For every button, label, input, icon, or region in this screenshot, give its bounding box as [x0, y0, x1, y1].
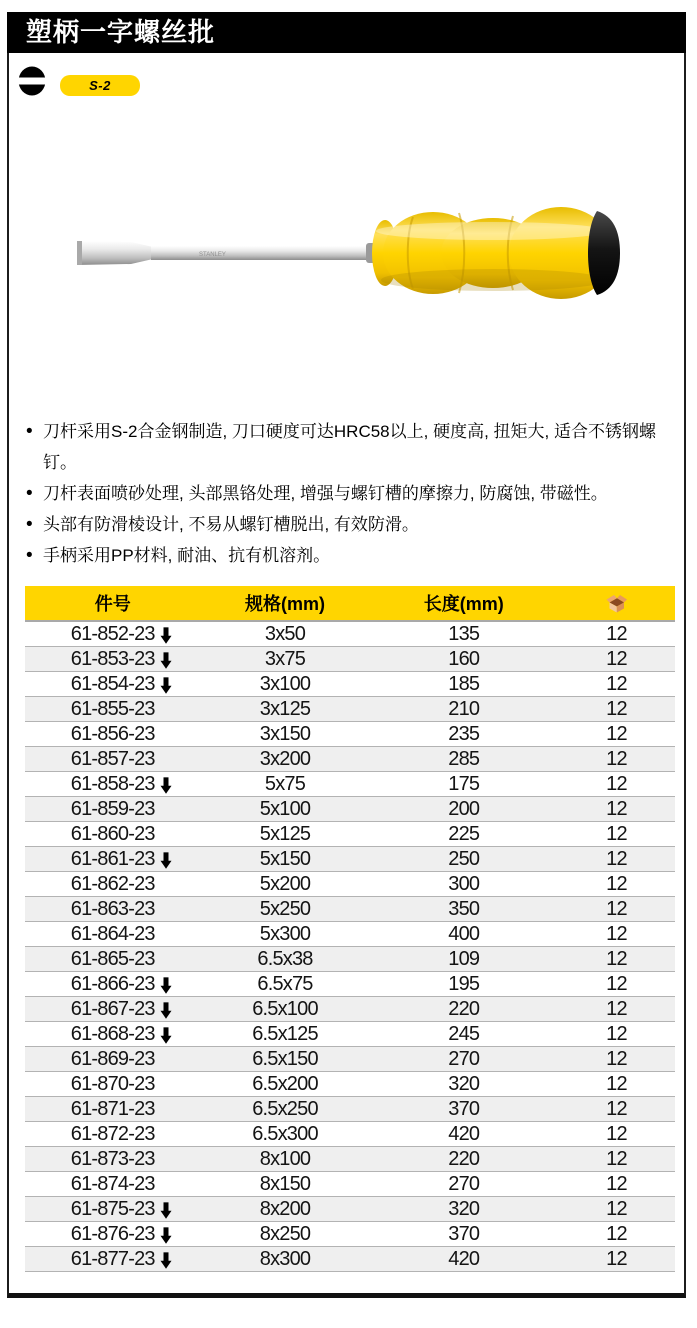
part-number-cell: 61-865-23 — [25, 947, 201, 972]
spec-table-body — [25, 621, 675, 1272]
spec-cell: 5x300 — [201, 922, 370, 947]
part-number-cell: 61-860-23 — [25, 822, 201, 847]
table-row — [25, 747, 675, 772]
spec-cell: 8x150 — [201, 1172, 370, 1197]
length-cell: 370 — [370, 1097, 559, 1122]
spec-cell: 6.5x38 — [201, 947, 370, 972]
down-arrow-icon — [160, 852, 172, 869]
spec-cell: 6.5x200 — [201, 1072, 370, 1097]
length-cell: 420 — [370, 1122, 559, 1147]
table-row — [25, 897, 675, 922]
shaft-brand-text: STANLEY — [199, 252, 226, 258]
spec-cell: 5x125 — [201, 822, 370, 847]
part-number-cell: 61-863-23 — [25, 897, 201, 922]
table-row — [25, 847, 675, 872]
part-number-cell: 61-866-23 — [25, 972, 201, 997]
part-number-cell: 61-855-23 — [25, 697, 201, 722]
table-row — [25, 647, 675, 672]
part-number-cell: 61-867-23 — [25, 997, 201, 1022]
feature-item: • 头部有防滑棱设计, 不易从螺钉槽脱出, 有效防滑。 — [26, 509, 674, 540]
length-cell: 270 — [370, 1047, 559, 1072]
length-cell: 220 — [370, 1147, 559, 1172]
spec-cell: 3x150 — [201, 722, 370, 747]
title-bar — [7, 12, 686, 53]
table-row — [25, 672, 675, 697]
length-cell: 350 — [370, 897, 559, 922]
part-number-cell: 61-857-23 — [25, 747, 201, 772]
qty-cell: 12 — [558, 1122, 675, 1147]
carton-box-icon — [604, 593, 629, 614]
part-number-cell: 61-877-23 — [25, 1247, 201, 1272]
qty-cell: 12 — [558, 1197, 675, 1222]
part-number-cell: 61-852-23 — [25, 621, 201, 647]
length-cell: 175 — [370, 772, 559, 797]
qty-cell: 12 — [558, 922, 675, 947]
spec-header: 规格(mm) — [201, 586, 370, 621]
part-number-cell: 61-869-23 — [25, 1047, 201, 1072]
length-cell: 370 — [370, 1222, 559, 1247]
length-cell: 235 — [370, 722, 559, 747]
table-row — [25, 1247, 675, 1272]
page-frame — [7, 12, 686, 1298]
part-number-cell: 61-864-23 — [25, 922, 201, 947]
qty-cell: 12 — [558, 822, 675, 847]
qty-cell: 12 — [558, 697, 675, 722]
qty-cell: 12 — [558, 972, 675, 997]
table-row — [25, 997, 675, 1022]
qty-cell: 12 — [558, 722, 675, 747]
down-arrow-icon — [160, 1202, 172, 1219]
spec-cell: 8x200 — [201, 1197, 370, 1222]
slotted-tip-icon — [18, 66, 46, 96]
length-cell: 320 — [370, 1072, 559, 1097]
qty-cell: 12 — [606, 622, 627, 645]
down-arrow-icon — [160, 1252, 172, 1269]
qty-cell: 12 — [558, 997, 675, 1022]
length-cell: 400 — [370, 922, 559, 947]
table-row — [25, 621, 675, 647]
table-row — [25, 1122, 675, 1147]
qty-cell: 12 — [558, 872, 675, 897]
spec-cell: 5x250 — [201, 897, 370, 922]
feature-item: • 刀杆采用S-2合金钢制造, 刀口硬度可达HRC58以上, 硬度高, 扭矩大, 适合不锈钢螺钉。 — [26, 416, 674, 478]
spec-cell: 6.5x125 — [201, 1022, 370, 1047]
qty-cell: 12 — [558, 1172, 675, 1197]
spec-cell: 6.5x300 — [201, 1122, 370, 1147]
qty-cell: 12 — [558, 897, 675, 922]
length-cell: 320 — [370, 1197, 559, 1222]
spec-cell: 6.5x150 — [201, 1047, 370, 1072]
down-arrow-icon — [160, 1227, 172, 1244]
table-row — [25, 1222, 675, 1247]
qty-cell: 12 — [558, 1222, 675, 1247]
length-cell: 135 — [448, 622, 480, 645]
length-cell: 250 — [370, 847, 559, 872]
spec-cell: 6.5x250 — [201, 1097, 370, 1122]
length-cell: 200 — [370, 797, 559, 822]
steel-grade-label: S-2 — [89, 78, 111, 93]
length-cell: 109 — [370, 947, 559, 972]
length-cell: 195 — [370, 972, 559, 997]
spec-cell: 5x200 — [201, 872, 370, 897]
qty-cell: 12 — [558, 1147, 675, 1172]
table-row — [25, 1147, 675, 1172]
table-row — [25, 697, 675, 722]
qty-cell: 12 — [558, 1072, 675, 1097]
part-number-cell: 61-854-23 — [25, 672, 201, 697]
qty-cell: 12 — [558, 772, 675, 797]
features-list — [26, 416, 674, 571]
qty-cell: 12 — [558, 797, 675, 822]
qty-cell: 12 — [558, 1247, 675, 1272]
screwdriver-image — [61, 190, 621, 320]
table-row — [25, 922, 675, 947]
part-number-cell: 61-859-23 — [25, 797, 201, 822]
spec-cell: 3x200 — [201, 747, 370, 772]
length-cell: 210 — [370, 697, 559, 722]
part-number-cell: 61-874-23 — [25, 1172, 201, 1197]
feature-item: • 手柄采用PP材料, 耐油、抗有机溶剂。 — [26, 540, 674, 571]
qty-cell: 12 — [558, 947, 675, 972]
table-row — [25, 947, 675, 972]
length-cell: 185 — [370, 672, 559, 697]
part-number-cell: 61-858-23 — [25, 772, 201, 797]
part-number-cell: 61-876-23 — [25, 1222, 201, 1247]
table-row — [25, 1172, 675, 1197]
part-number-cell: 61-871-23 — [25, 1097, 201, 1122]
spec-cell: 6.5x75 — [201, 972, 370, 997]
spec-cell: 6.5x100 — [201, 997, 370, 1022]
length-cell: 300 — [370, 872, 559, 897]
part-number-cell: 61-872-23 — [25, 1122, 201, 1147]
feature-item: • 刀杆表面喷砂处理, 头部黑铬处理, 增强与螺钉槽的摩擦力, 防腐蚀, 带磁性。 — [26, 478, 674, 509]
length-cell: 245 — [370, 1022, 559, 1047]
length-cell: 225 — [370, 822, 559, 847]
table-row — [25, 822, 675, 847]
down-arrow-icon — [160, 777, 172, 794]
down-arrow-icon — [160, 627, 172, 644]
table-row — [25, 972, 675, 997]
part-number-cell: 61-873-23 — [25, 1147, 201, 1172]
spec-cell: 3x75 — [201, 647, 370, 672]
down-arrow-icon — [160, 1002, 172, 1019]
length-cell: 220 — [370, 997, 559, 1022]
part-number-cell: 61-862-23 — [25, 872, 201, 897]
part-number-cell: 61-870-23 — [25, 1072, 201, 1097]
spec-cell: 5x150 — [201, 847, 370, 872]
table-row — [25, 772, 675, 797]
length-cell: 420 — [370, 1247, 559, 1272]
length-header: 长度(mm) — [370, 586, 559, 621]
table-row — [25, 1047, 675, 1072]
spec-cell: 3x50 — [264, 622, 306, 645]
spec-cell: 5x100 — [201, 797, 370, 822]
qty-cell: 12 — [558, 1022, 675, 1047]
table-row — [25, 722, 675, 747]
qty-cell: 12 — [558, 747, 675, 772]
table-row — [25, 797, 675, 822]
spec-cell: 5x75 — [201, 772, 370, 797]
length-cell: 270 — [370, 1172, 559, 1197]
table-row — [25, 1072, 675, 1097]
spec-table-header-row — [25, 586, 675, 621]
part-number-cell: 61-861-23 — [25, 847, 201, 872]
steel-grade-badge — [60, 75, 140, 96]
part-number-header: 件号 — [25, 586, 201, 621]
qty-cell: 12 — [558, 672, 675, 697]
part-number-cell: 61-868-23 — [25, 1022, 201, 1047]
length-cell: 285 — [370, 747, 559, 772]
qty-cell: 12 — [558, 1097, 675, 1122]
table-row — [25, 1197, 675, 1222]
part-number-cell: 61-856-23 — [25, 722, 201, 747]
qty-cell: 12 — [558, 1047, 675, 1072]
part-number-cell: 61-853-23 — [25, 647, 201, 672]
page-title: 塑柄一字螺丝批 — [26, 17, 216, 47]
table-row — [25, 1022, 675, 1047]
down-arrow-icon — [160, 677, 172, 694]
spec-cell: 8x250 — [201, 1222, 370, 1247]
pack-qty-header — [558, 586, 675, 621]
qty-cell: 12 — [558, 647, 675, 672]
spec-cell: 8x100 — [201, 1147, 370, 1172]
table-row — [25, 1097, 675, 1122]
table-row — [25, 872, 675, 897]
spec-cell: 3x125 — [201, 697, 370, 722]
spec-cell: 3x100 — [201, 672, 370, 697]
length-cell: 160 — [370, 647, 559, 672]
spec-cell: 8x300 — [201, 1247, 370, 1272]
down-arrow-icon — [160, 977, 172, 994]
qty-cell: 12 — [558, 847, 675, 872]
part-number-cell: 61-875-23 — [25, 1197, 201, 1222]
spec-table — [25, 586, 675, 1272]
down-arrow-icon — [160, 1027, 172, 1044]
down-arrow-icon — [160, 652, 172, 669]
